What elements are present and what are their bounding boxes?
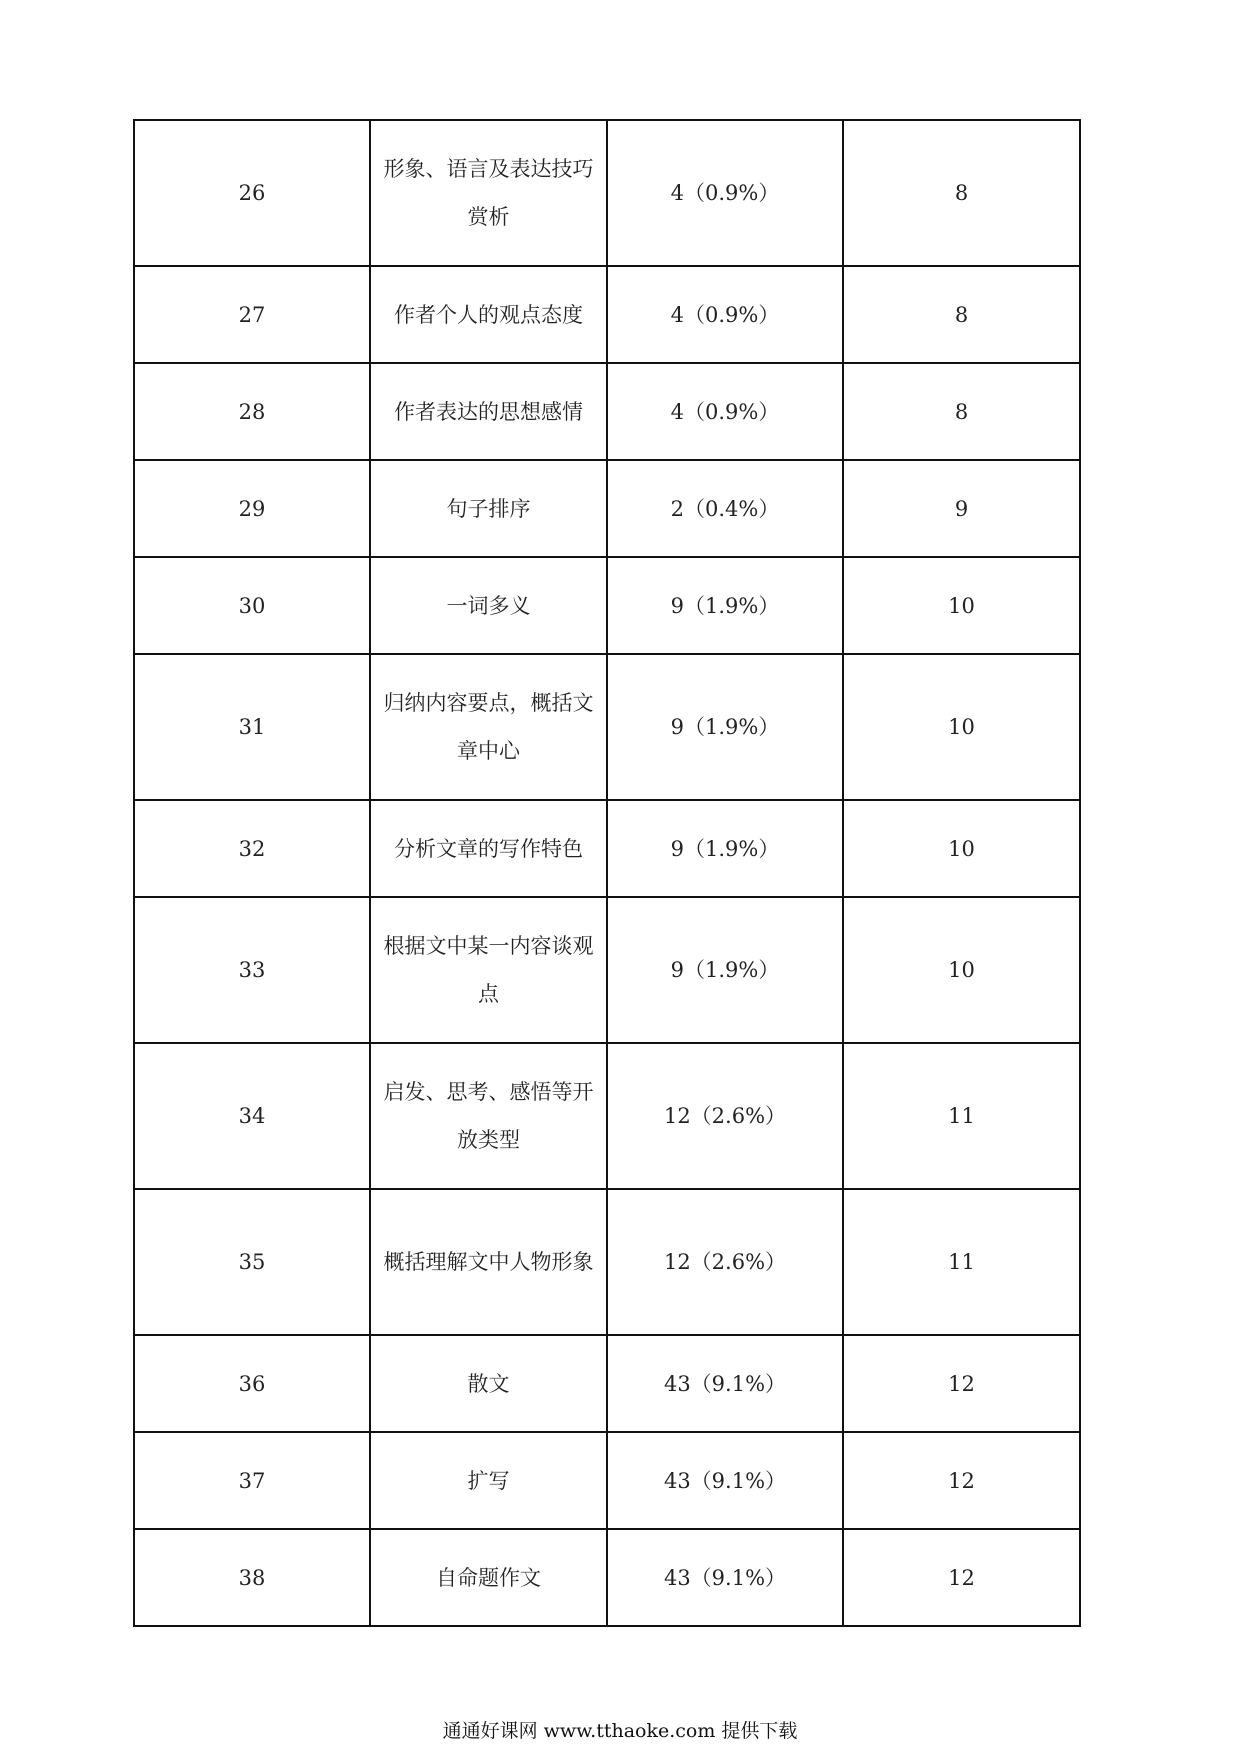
- row-number-cell: 35: [134, 1189, 370, 1335]
- topic-cell: 一词多义: [370, 557, 607, 654]
- rank-cell: 8: [843, 266, 1080, 363]
- score-cell: 43（9.1%）: [607, 1335, 843, 1432]
- topic-cell: 散文: [370, 1335, 607, 1432]
- rank-cell: 12: [843, 1335, 1080, 1432]
- score-cell: 4（0.9%）: [607, 363, 843, 460]
- table-row: [134, 120, 1080, 266]
- table-row: [134, 1043, 1080, 1189]
- score-cell: 9（1.9%）: [607, 800, 843, 897]
- score-cell: 43（9.1%）: [607, 1529, 843, 1626]
- row-number-cell: 31: [134, 654, 370, 800]
- table-row: [134, 800, 1080, 897]
- topic-cell: 形象、语言及表达技巧赏析: [370, 120, 607, 266]
- score-cell: 2（0.4%）: [607, 460, 843, 557]
- page-footer: 通通好课网 www.tthaoke.com 提供下载: [442, 1720, 798, 1742]
- table-row: [134, 1432, 1080, 1529]
- score-cell: 4（0.9%）: [607, 120, 843, 266]
- rank-cell: 9: [843, 460, 1080, 557]
- score-cell: 12（2.6%）: [607, 1043, 843, 1189]
- score-cell: 43（9.1%）: [607, 1432, 843, 1529]
- table-row: [134, 654, 1080, 800]
- row-number-cell: 32: [134, 800, 370, 897]
- table-row: [134, 460, 1080, 557]
- rank-cell: 10: [843, 654, 1080, 800]
- table-row: [134, 557, 1080, 654]
- topic-cell: 扩写: [370, 1432, 607, 1529]
- topic-cell: 归纳内容要点，概括文章中心: [370, 654, 607, 800]
- rank-cell: 10: [843, 800, 1080, 897]
- row-number-cell: 37: [134, 1432, 370, 1529]
- score-cell: 9（1.9%）: [607, 654, 843, 800]
- rank-cell: 11: [843, 1043, 1080, 1189]
- topic-cell: 分析文章的写作特色: [370, 800, 607, 897]
- row-number-cell: 26: [134, 120, 370, 266]
- score-cell: 4（0.9%）: [607, 266, 843, 363]
- topic-cell: 启发、思考、感悟等开放类型: [370, 1043, 607, 1189]
- row-number-cell: 33: [134, 897, 370, 1043]
- topic-cell: 根据文中某一内容谈观点: [370, 897, 607, 1043]
- topic-cell: 句子排序: [370, 460, 607, 557]
- table-row: [134, 363, 1080, 460]
- table-row: [134, 266, 1080, 363]
- score-cell: 12（2.6%）: [607, 1189, 843, 1335]
- data-table: [133, 119, 1081, 1627]
- rank-cell: 8: [843, 120, 1080, 266]
- rank-cell: 12: [843, 1529, 1080, 1626]
- topic-cell: 作者表达的思想感情: [370, 363, 607, 460]
- rank-cell: 10: [843, 557, 1080, 654]
- rank-cell: 8: [843, 363, 1080, 460]
- table-row: [134, 1335, 1080, 1432]
- table-row: [134, 1189, 1080, 1335]
- rank-cell: 12: [843, 1432, 1080, 1529]
- row-number-cell: 29: [134, 460, 370, 557]
- rank-cell: 11: [843, 1189, 1080, 1335]
- table-row: [134, 1529, 1080, 1626]
- table-row: [134, 897, 1080, 1043]
- table-body: [134, 120, 1080, 1626]
- row-number-cell: 27: [134, 266, 370, 363]
- row-number-cell: 34: [134, 1043, 370, 1189]
- rank-cell: 10: [843, 897, 1080, 1043]
- topic-cell: 概括理解文中人物形象: [370, 1189, 607, 1335]
- topic-cell: 自命题作文: [370, 1529, 607, 1626]
- score-cell: 9（1.9%）: [607, 557, 843, 654]
- score-cell: 9（1.9%）: [607, 897, 843, 1043]
- row-number-cell: 28: [134, 363, 370, 460]
- row-number-cell: 30: [134, 557, 370, 654]
- topic-cell: 作者个人的观点态度: [370, 266, 607, 363]
- row-number-cell: 36: [134, 1335, 370, 1432]
- row-number-cell: 38: [134, 1529, 370, 1626]
